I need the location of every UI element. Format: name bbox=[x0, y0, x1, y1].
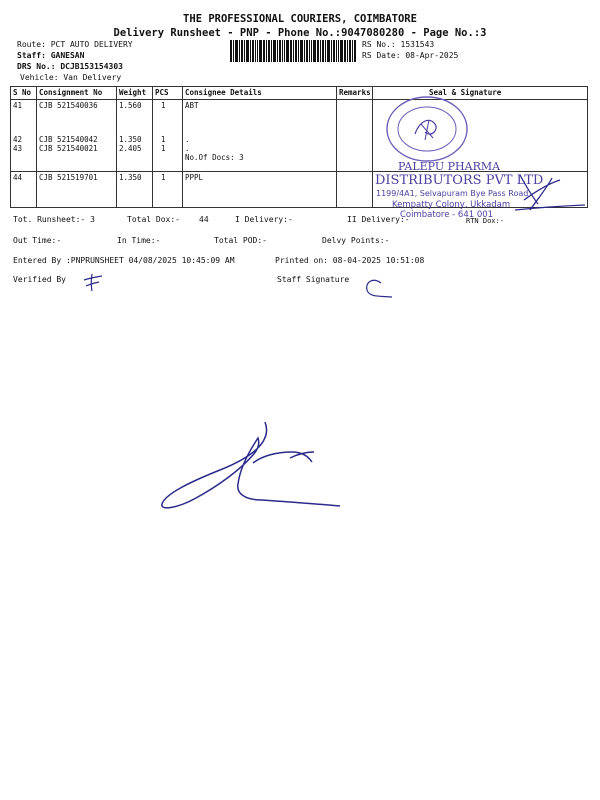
cell-sno: 41 42 43 bbox=[11, 100, 37, 172]
stamp-line-city: Coimbatore - 641 001 bbox=[400, 210, 494, 220]
rs-date: RS Date: 08-Apr-2025 bbox=[362, 51, 459, 60]
vehicle-label: Vehicle: Van Delivery bbox=[20, 73, 122, 82]
col-header-consignee: Consignee Details bbox=[183, 87, 337, 100]
col-header-seal: Seal & Signature bbox=[373, 87, 588, 100]
delvy-points-label: Delvy Points:- bbox=[322, 236, 390, 245]
docs-count: No.Of Docs: 3 bbox=[185, 153, 244, 162]
barcode-image bbox=[230, 40, 356, 62]
col-header-consignment: Consignment No bbox=[37, 87, 117, 100]
printed-on: Printed on: 08-04-2025 10:51:08 bbox=[275, 256, 425, 265]
table-row bbox=[11, 100, 588, 172]
stamp-line-colony: Kempatty Colony, Ukkadam bbox=[392, 200, 511, 210]
company-title: THE PROFESSIONAL COURIERS, COIMBATORE bbox=[183, 13, 417, 25]
total-dox-label: Total Dox:- bbox=[127, 215, 180, 224]
stamp-line-address: 1199/4A1, Selvapuram Bye Pass Road bbox=[376, 189, 529, 198]
rs-number: RS No.: 1531543 bbox=[362, 40, 435, 49]
stamp-line-company: PALEPU PHARMA bbox=[398, 160, 501, 173]
cell-weight: 1.350 bbox=[117, 172, 153, 208]
cell-pcs: 1 bbox=[153, 172, 183, 208]
col-header-remarks: Remarks bbox=[337, 87, 373, 100]
total-dox-value: 44 bbox=[199, 215, 209, 224]
cell-consignee: PPPL bbox=[183, 172, 337, 208]
drs-number: DRS No.: DCJB153154303 bbox=[17, 62, 123, 71]
cell-consignment: CJB 521540036 CJB 521540042 CJB 521540021 bbox=[37, 100, 117, 172]
route-label: Route: PCT AUTO DELIVERY bbox=[17, 40, 133, 49]
runsheet-subtitle: Delivery Runsheet - PNP - Phone No.:9047080280 - Page No.:3 bbox=[113, 27, 487, 39]
entered-by: Entered By :PNPRUNSHEET 04/08/2025 10:45:09 AM bbox=[13, 256, 235, 265]
col-header-weight: Weight bbox=[117, 87, 153, 100]
verified-by-label: Verified By bbox=[13, 275, 66, 284]
round-seal-icon bbox=[385, 94, 470, 164]
stamp-line-distributors: DISTRIBUTORS PVT LTD bbox=[375, 173, 544, 188]
cell-sno: 44 bbox=[11, 172, 37, 208]
in-time-label: In Time:- bbox=[117, 236, 161, 245]
cell-remarks bbox=[337, 100, 373, 172]
cell-consignment: CJB 521519701 bbox=[37, 172, 117, 208]
col-header-sno: S No bbox=[11, 87, 37, 100]
out-time-label: Out Time:- bbox=[13, 236, 62, 245]
staff-signature-label: Staff Signature bbox=[277, 275, 350, 284]
cell-pcs: 1 1 1 bbox=[153, 100, 183, 172]
ii-delivery-label: II Delivery:- bbox=[347, 215, 410, 224]
col-header-pcs: PCS bbox=[153, 87, 183, 100]
cell-weight: 1.560 1.350 2.405 bbox=[117, 100, 153, 172]
total-runsheet: Tot. Runsheet:- 3 bbox=[13, 215, 95, 224]
staff-label: Staff: GANESAN bbox=[17, 51, 85, 60]
table-header-row bbox=[11, 87, 588, 100]
i-delivery-label: I Delivery:- bbox=[235, 215, 293, 224]
total-pod-label: Total POD:- bbox=[214, 236, 267, 245]
rtn-dox-label: RTN Dox:- bbox=[466, 217, 504, 225]
cell-remarks bbox=[337, 172, 373, 208]
cell-consignee: ABT . . No.Of Docs: 3 bbox=[183, 100, 337, 172]
